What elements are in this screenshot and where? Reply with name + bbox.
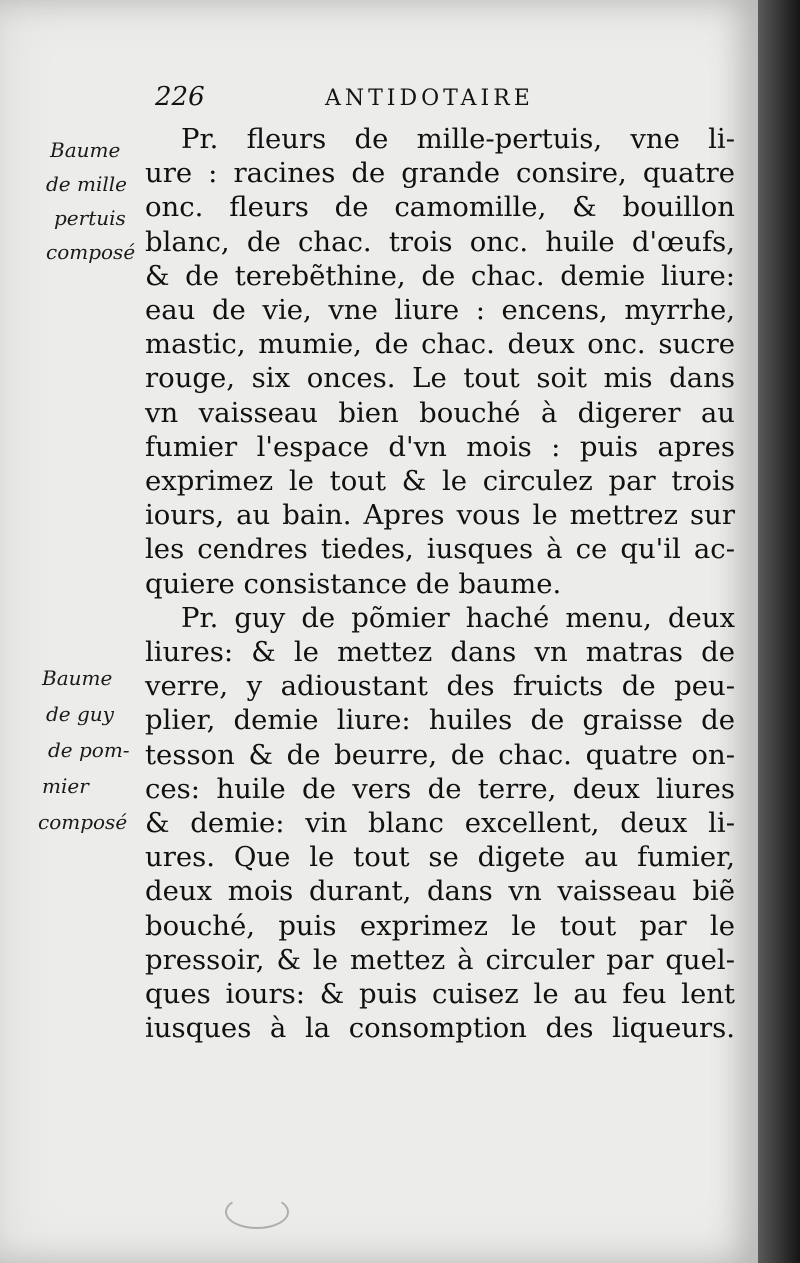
margin-note-line: de pom- (48, 738, 130, 762)
text-line: vn vaisseau bien bouché à digerer au (145, 396, 735, 429)
text-line: & de terebẽthine, de chac. demie liure: (145, 259, 735, 292)
text-line: les cendres tiedes, iusques à ce qu'il ac- (145, 533, 735, 566)
text-line: Pr. fleurs de mille-pertuis, vne li- (181, 123, 735, 155)
ink-smudge (225, 1195, 289, 1229)
page-header (155, 82, 715, 122)
scan-edge (758, 0, 800, 1263)
text-line: exprimez le tout & le circulez par trois (145, 465, 735, 498)
page-number: 226 (155, 82, 205, 112)
text-line: iusques à la consomption des liqueurs. (145, 1012, 735, 1045)
margin-note-line: de mille (46, 172, 127, 196)
text-line: mastic, mumie, de chac. deux onc. sucre (145, 328, 735, 361)
text-line: tesson & de beurre, de chac. quatre on- (145, 738, 735, 771)
text-line: plier, demie liure: huiles de graisse de (145, 704, 735, 737)
text-line: Pr. guy de põmier haché menu, deux (181, 601, 735, 634)
text-line: verre, y adioustant des fruicts de peu- (145, 670, 735, 703)
margin-note-line: mier (42, 774, 89, 798)
text-line: eau de vie, vne liure : encens, myrrhe, (145, 294, 735, 327)
text-line: pressoir, & le mettez à circuler par quel- (145, 943, 735, 976)
text-line: rouge, six onces. Le tout soit mis dans (145, 362, 735, 395)
text-line: blanc, de chac. trois onc. huile d'œufs, (145, 225, 735, 258)
margin-note-line: de guy (46, 702, 114, 726)
margin-note-line: Baume (42, 666, 113, 690)
margin-note-baume-guy-pommier (38, 660, 130, 840)
text-line: liures: & le mettez dans vn matras de (145, 636, 735, 669)
text-line: ure : racines de grande consire, quatre (145, 157, 735, 190)
text-line: fumier l'espace d'vn mois : puis apres (145, 430, 735, 463)
text-line: & demie: vin blanc excellent, deux li- (145, 807, 735, 840)
text-line: ques iours: & puis cuisez le au feu lent (145, 978, 735, 1011)
text-line: onc. fleurs de camomille, & bouillon (145, 191, 735, 224)
text-line: bouché, puis exprimez le tout par le (145, 909, 735, 942)
text-line: iours, au bain. Apres vous le mettrez sur (145, 499, 735, 532)
margin-note-baume-mille-pertuis (46, 133, 135, 269)
margin-note-line: composé (38, 810, 128, 834)
margin-note-line: composé (46, 240, 136, 264)
body-text (145, 122, 735, 1045)
margin-note-line: Baume (50, 138, 121, 162)
text-line: ures. Que le tout se digete au fumier, (145, 841, 735, 874)
running-head: ANTIDOTAIRE (325, 86, 534, 111)
margin-note-line: pertuis (54, 206, 126, 230)
text-line: quiere consistance de baume. (145, 567, 562, 600)
text-line: deux mois durant, dans vn vaisseau biẽ (145, 875, 735, 908)
text-line: ces: huile de vers de terre, deux liures (145, 772, 735, 805)
